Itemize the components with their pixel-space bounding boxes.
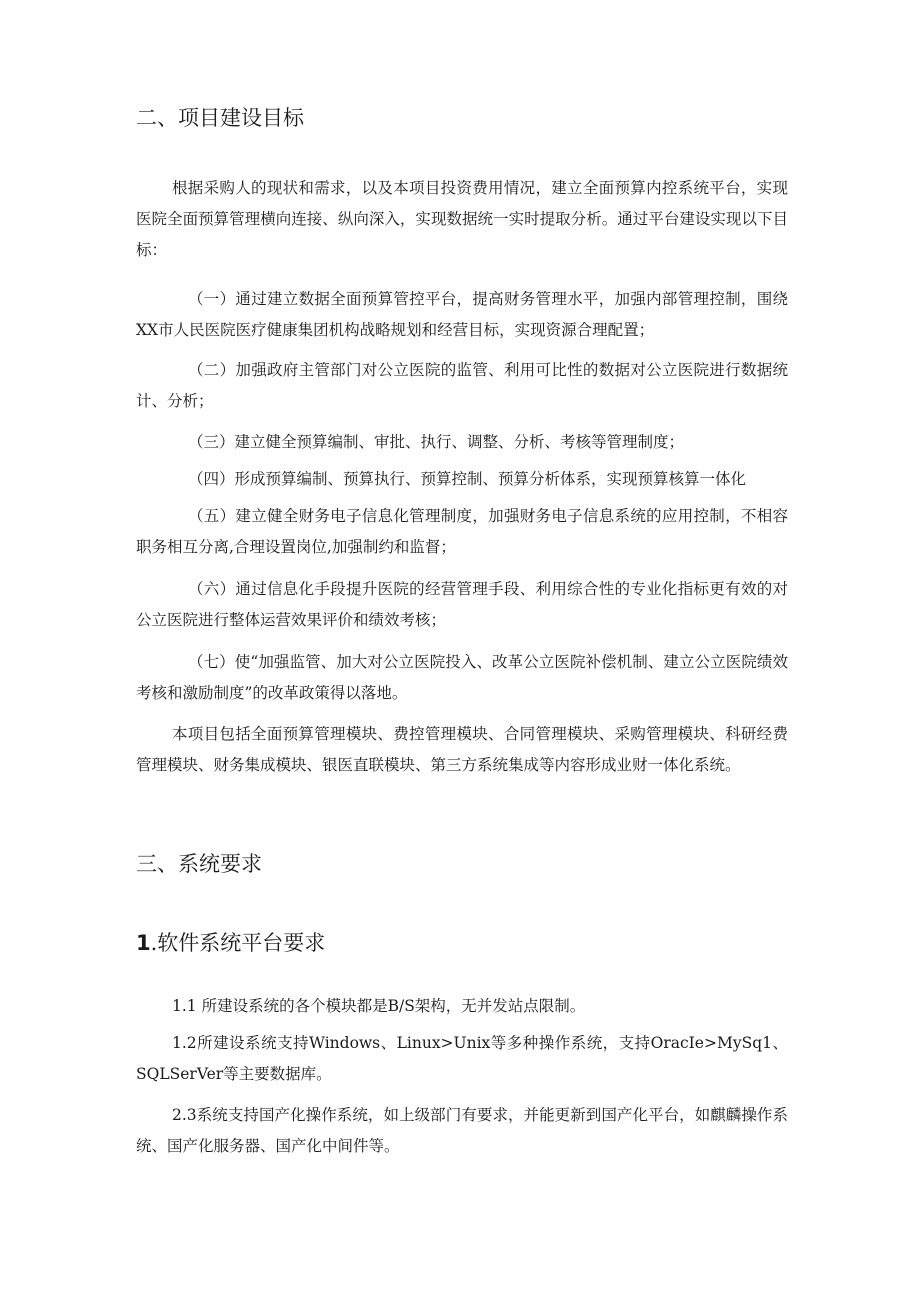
spec-2-3: 2.3系统支持国产化操作系统，如上级部门有要求，并能更新到国产化平台，如麒麟操作系统、国产化服务器、国产化中间件等。 <box>136 1106 788 1155</box>
goal-6: （六）通过信息化手段提升医院的经营管理手段、利用综合性的专业化指标更有效的对公立医院进行整体运营效果评价和绩效考核； <box>136 580 788 629</box>
subsection-1-number: 1 <box>136 931 151 955</box>
section-2-title: 二、项目建设目标 <box>136 106 304 130</box>
goal-7: （七）使“加强监管、加大对公立医院投入、改革公立医院补偿机制、建立公立医院绩效考核和激励制度”的改革政策得以落地。 <box>136 653 788 702</box>
goal-2: （二）加强政府主管部门对公立医院的监管、利用可比性的数据对公立医院进行数据统计、分析； <box>136 361 788 410</box>
subsection-1-label: .软件系统平台要求 <box>150 931 326 955</box>
goal-4: （四）形成预算编制、预算执行、预算控制、预算分析体系，实现预算核算一体化 <box>188 470 747 488</box>
goal-3: （三）建立健全预算编制、审批、执行、调整、分析、考核等管理制度； <box>188 433 685 451</box>
spec-1-1: 1.1 所建设系统的各个模块都是B/S架构，无并发站点限制。 <box>172 997 586 1015</box>
goal-1: （一）通过建立数据全面预算管控平台，提高财务管理水平，加强内部管理控制，围绕XX市人民医院医疗健康集团机构战略规划和经营目标，实现资源合理配置； <box>136 290 788 339</box>
subsection-1-title <box>136 929 325 957</box>
goal-5: （五）建立健全财务电子信息化管理制度，加强财务电子信息系统的应用控制，不相容职务相互分离,合理设置岗位,加强制约和监督； <box>136 507 788 556</box>
section-2-scope: 本项目包括全面预算管理模块、费控管理模块、合同管理模块、采购管理模块、科研经费管理模块、财务集成模块、银医直联模块、第三方系统集成等内容形成业财一体化系统。 <box>136 725 788 774</box>
section-2-intro: 根据采购人的现状和需求，以及本项目投资费用情况，建立全面预算内控系统平台，实现医院全面预算管理横向连接、纵向深入，实现数据统一实时提取分析。通过平台建设实现以下目标： <box>136 179 788 259</box>
spec-1-2: 1.2所建设系统支持Windows、Linux>Unix等多种操作系统，支持OracIe>MySq1、SQLSerVer等主要数据库。 <box>136 1034 788 1083</box>
section-3-title: 三、系统要求 <box>136 852 262 876</box>
